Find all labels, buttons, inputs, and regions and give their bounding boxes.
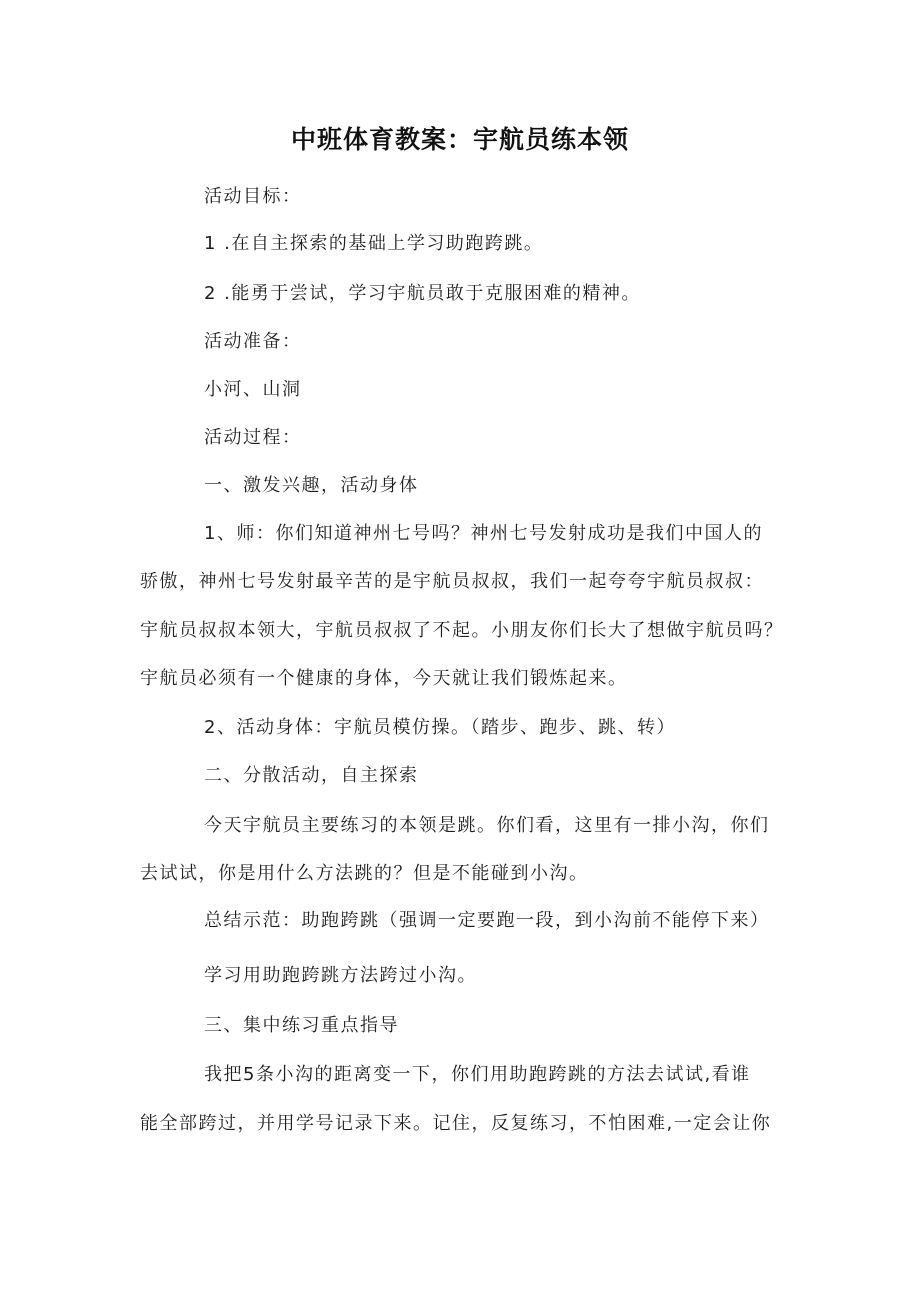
process-step-heading-1: 一、激发兴趣，活动身体 [204, 475, 419, 496]
section-heading-process: 活动过程： [204, 427, 302, 448]
paragraph-line: 骄傲，神州七号发射最辛苦的是宇航员叔叔，我们一起夸夸宇航员叔叔： [140, 571, 764, 592]
paragraph-line: 宇航员必须有一个健康的身体，今天就让我们锻炼起来。 [140, 668, 628, 689]
goal-item-1: 1 .在自主探索的基础上学习助跑跨跳。 [204, 233, 544, 254]
process-step-heading-2: 二、分散活动，自主探索 [204, 765, 419, 786]
paragraph-line: 2、活动身体：宇航员模仿操。（踏步、跑步、跳、转） [204, 717, 676, 738]
goal-item-2: 2 .能勇于尝试，学习宇航员敢于克服困难的精神。 [204, 283, 641, 304]
paragraph-line: 1、师：你们知道神州七号吗？神州七号发射成功是我们中国人的 [204, 523, 763, 544]
paragraph-line: 总结示范：助跑跨跳（强调一定要跑一段，到小沟前不能停下来） [204, 910, 770, 931]
paragraph-line: 去试试，你是用什么方法跳的？但是不能碰到小沟。 [140, 863, 589, 884]
page-title: 中班体育教案：宇航员练本领 [290, 125, 629, 154]
paragraph-line: 我把5条小沟的距离变一下，你们用助跑跨跳的方法去试试,看谁 [204, 1064, 751, 1085]
section-heading-preparation: 活动准备： [204, 331, 302, 352]
process-step-heading-3: 三、集中练习重点指导 [204, 1015, 399, 1036]
paragraph-line: 今天宇航员主要练习的本领是跳。你们看，这里有一排小沟，你们 [204, 815, 770, 836]
paragraph-line: 学习用助跑跨跳方法跨过小沟。 [204, 965, 477, 986]
preparation-materials: 小河、山洞 [204, 379, 302, 400]
paragraph-line: 能全部跨过，并用学号记录下来。记住，反复练习，不怕困难,一定会让你 [140, 1113, 772, 1134]
section-heading-goals: 活动目标： [204, 186, 302, 207]
paragraph-line: 宇航员叔叔本领大，宇航员叔叔了不起。小朋友你们长大了想做宇航员吗？ [140, 620, 784, 641]
